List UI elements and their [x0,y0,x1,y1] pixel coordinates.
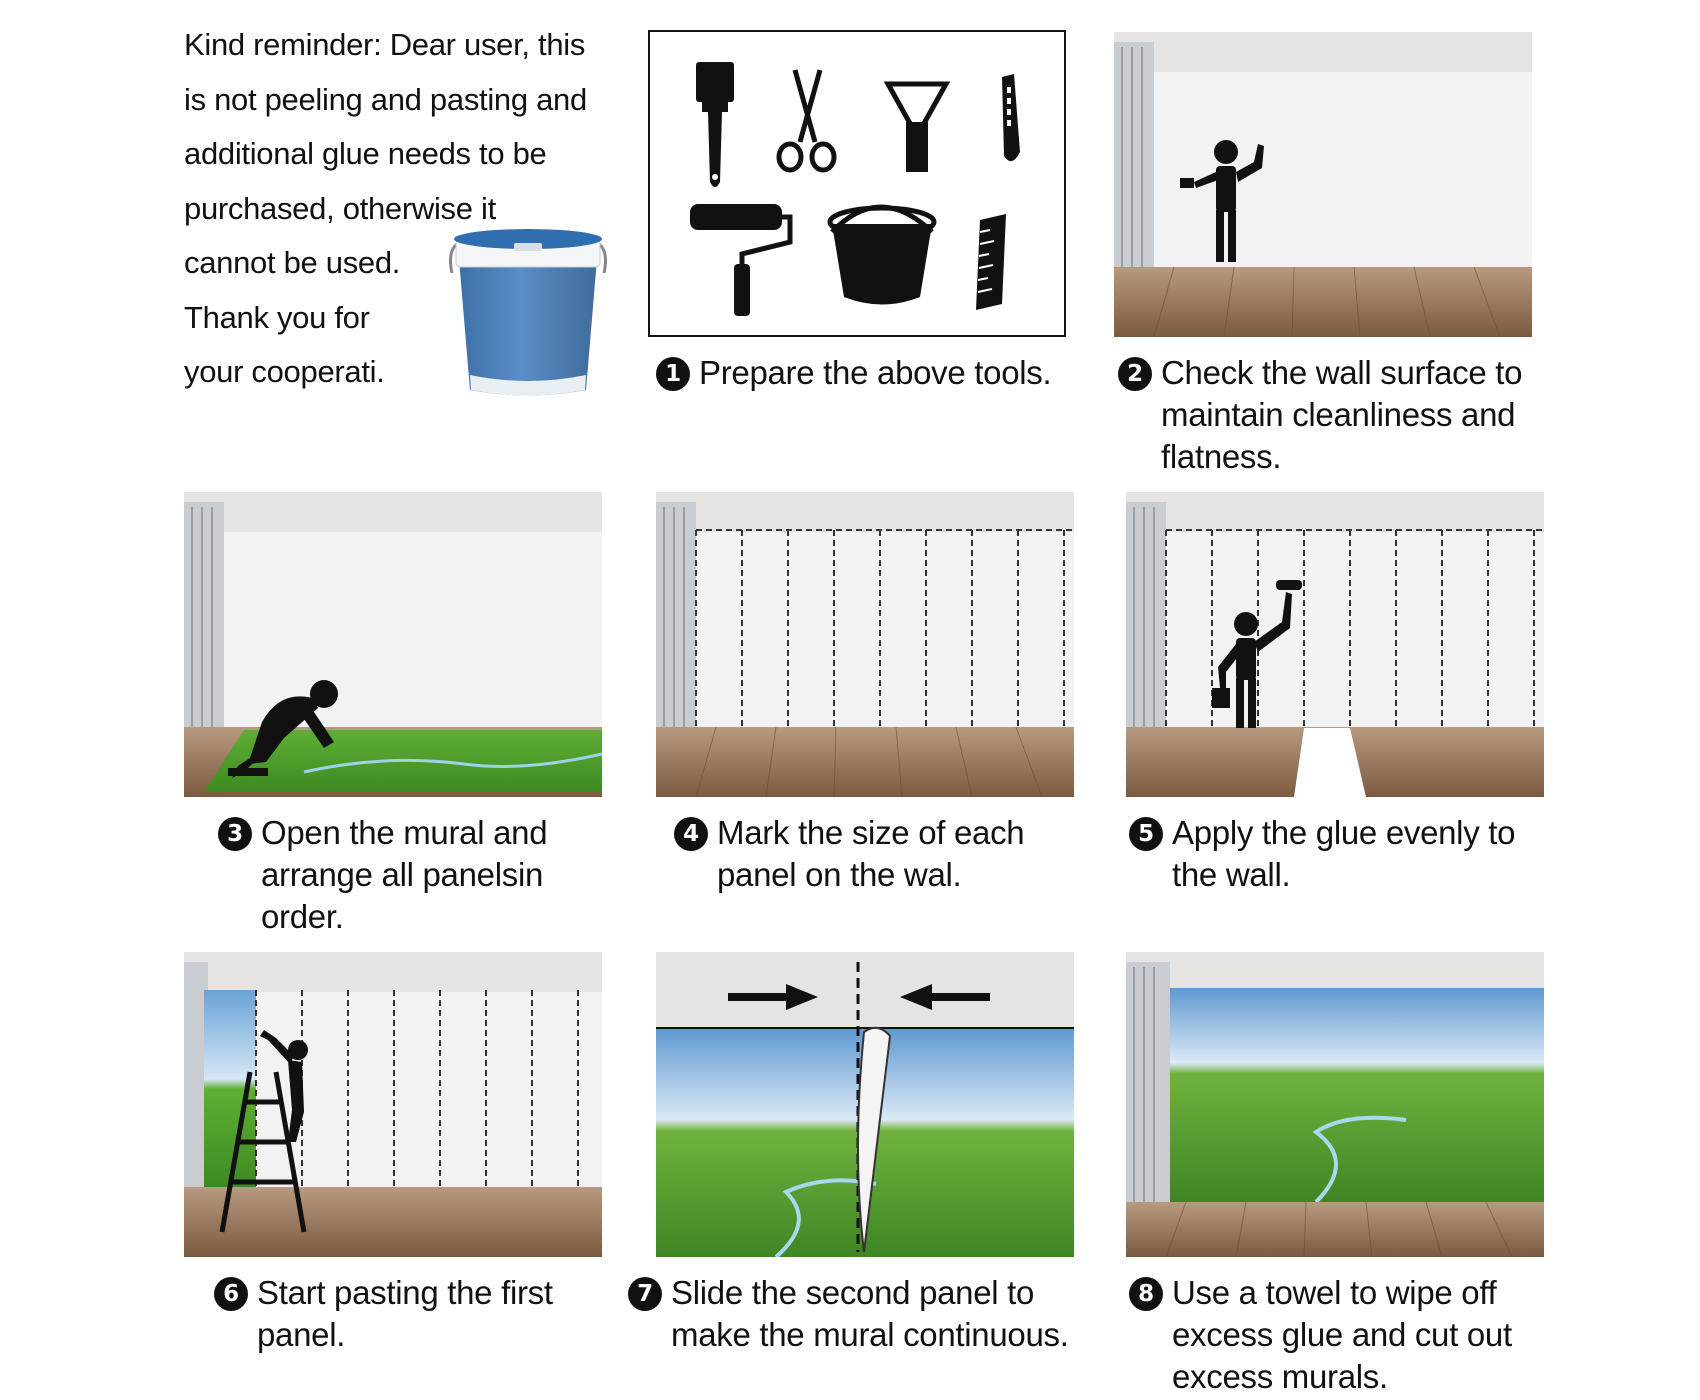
paint-brush-icon [696,62,734,187]
step-number-badge: 6 [214,1277,248,1311]
step-8-image [1126,952,1544,1257]
step-3-image [184,492,602,797]
step-text: Check the wall surface to maintain cleanliness and flatness. [1161,354,1523,475]
step-text: Apply the glue evenly to the wall. [1172,814,1516,893]
glue-bucket-image [448,225,608,400]
bucket-icon [830,207,934,305]
step-1-caption [656,352,1051,394]
step-number-badge: 4 [674,817,708,851]
step-6-image [184,952,602,1257]
reminder-line: your cooperati. [184,354,385,389]
step-3-caption [218,812,547,938]
step-text: Mark the size of each panel on the wal. [717,814,1025,893]
step-5-caption [1129,812,1515,896]
ruler-icon [976,214,1006,310]
step-6-caption [214,1272,553,1356]
step-8-caption [1129,1272,1512,1398]
step-7-image [656,952,1074,1257]
reminder-line: additional glue needs to be [184,136,547,171]
step-text: Start pasting the first panel. [257,1274,553,1353]
step-text: Open the mural and arrange all panelsin order. [261,814,548,935]
reminder-line: cannot be used. [184,245,401,280]
reminder-line: is not peeling and pasting and [184,81,587,117]
step-number-badge: 3 [218,817,252,851]
step-text: Slide the second panel to make the mural continuous. [671,1274,1069,1353]
paint-roller-icon [690,204,790,316]
step-text: Use a towel to wipe off excess glue and cut out excess murals. [1172,1274,1512,1395]
step-number-badge: 1 [656,357,690,391]
reminder-line: purchased, otherwise it [184,190,496,226]
step-number-badge: 7 [628,1277,662,1311]
scissors-icon [779,70,834,170]
reminder-line: Thank you for [184,299,370,335]
scraper-icon [888,84,946,172]
step-4-image [656,492,1074,797]
tools-panel [648,30,1066,337]
step-7-caption [628,1272,1069,1356]
reminder-line: Kind reminder: Dear user, this [184,27,586,62]
step-5-image [1126,492,1544,797]
step-2-caption [1118,352,1522,478]
step-4-caption [674,812,1024,896]
step-number-badge: 8 [1129,1277,1163,1311]
utility-knife-icon [1002,74,1020,161]
step-2-image [1114,32,1532,337]
step-number-badge: 5 [1129,817,1163,851]
step-number-badge: 2 [1118,357,1152,391]
step-text: Prepare the above tools. [699,354,1052,391]
